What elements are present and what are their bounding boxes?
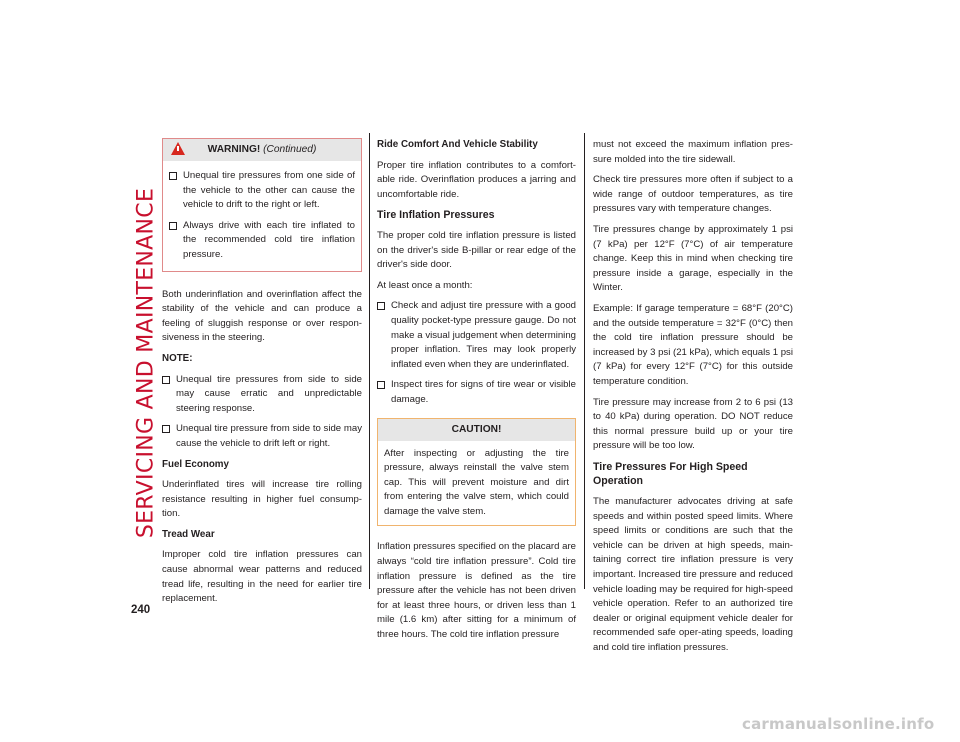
- paragraph: The proper cold tire inflation pressure is listed on the driver's side B-pillar or rear edge of the driver's side door.: [377, 229, 576, 271]
- paragraph: Both underinflation and overinflation affect the stability of the vehicle and can produce a feeling of sluggish response or over respon-siveness in the steering.: [162, 288, 362, 344]
- ride-comfort-heading: Ride Comfort And Vehicle Stability: [377, 139, 538, 150]
- warning-title: WARNING!: [207, 144, 261, 155]
- high-speed-heading: Tire Pressures For High Speed Operation: [593, 460, 748, 488]
- section-title-vertical: [131, 133, 161, 593]
- checkbox-bullet-icon: [162, 376, 170, 384]
- note-list: [162, 373, 362, 452]
- list-item: Unequal tire pressures from side to side may cause erratic and unpredictable steering response.: [162, 373, 362, 417]
- section-title: SERVICING AND MAINTENANCE: [133, 187, 159, 539]
- list-item: Check and adjust tire pressure with a good quality pocket-type pressure gauge. Do not make a visual judgement when determining proper inflation. Tires may look properly inflated even when they are underinflated.: [377, 299, 576, 372]
- note-label: NOTE:: [162, 352, 193, 364]
- paragraph: Tire pressure may increase from 2 to 6 psi (13 to 40 kPa) during operation. DO NOT reduce this normal pressure build up or your tire pressure will be too low.: [593, 396, 793, 452]
- paragraph: Improper cold tire inflation pressures can cause abnormal wear patterns and reduced tread life, resulting in the need for earlier tire replacement.: [162, 549, 362, 605]
- paragraph: Underinflated tires will increase tire rolling resistance resulting in higher fuel consump-tion.: [162, 479, 362, 520]
- column-divider: [584, 133, 585, 589]
- monthly-list: [377, 299, 576, 407]
- warning-list: [169, 169, 355, 263]
- paragraph: At least once a month:: [377, 279, 473, 291]
- warning-box: [162, 138, 362, 272]
- paragraph: Check tire pressures more often if subject to a wide range of outdoor temperatures, as tire pressures vary with temperature changes.: [593, 174, 793, 215]
- page-number: 240: [131, 604, 151, 616]
- fuel-economy-heading: Fuel Economy: [162, 458, 229, 470]
- watermark: carmanualsonline.info: [742, 715, 935, 733]
- paragraph: Example: If garage temperature = 68°F (20°C) and the outside temperature = 32°F (0°C) then the cold tire inflation pressure should be increased by 3 psi (21 kPa), which equals 1 psi (7 kPa) for every 12°F (7°C) for this outside temperature condition.: [593, 302, 793, 387]
- caution-box: [377, 418, 576, 527]
- list-item: Inspect tires for signs of tire wear or visible damage.: [377, 378, 576, 407]
- list-item: Unequal tire pressures from one side of the vehicle to the other can cause the vehicle to drift to the right or left.: [169, 169, 355, 213]
- paragraph: Proper tire inflation contributes to a comfort-able ride. Overinflation produces a jarring and uncomfortable ride.: [377, 159, 576, 200]
- column-3: [593, 138, 793, 662]
- caution-text: After inspecting or adjusting the tire pressure, always reinstall the valve stem cap. This will prevent moisture and dirt from entering the valve stem, which could damage the valve stem.: [384, 447, 569, 517]
- paragraph: must not exceed the maximum inflation pres-sure molded into the tire sidewall.: [593, 139, 793, 165]
- checkbox-bullet-icon: [162, 425, 170, 433]
- list-item: Always drive with each tire inflated to the recommended cold tire inflation pressure.: [169, 219, 355, 263]
- checkbox-bullet-icon: [377, 302, 385, 310]
- checkbox-bullet-icon: [169, 222, 177, 230]
- column-divider: [369, 133, 370, 589]
- list-item: Unequal tire pressure from side to side may cause the vehicle to drift left or right.: [162, 422, 362, 451]
- column-1: [162, 138, 362, 613]
- tire-inflation-heading: Tire Inflation Pressures: [377, 209, 495, 222]
- warning-triangle-icon: [171, 142, 185, 155]
- caution-title: CAUTION!: [378, 419, 575, 441]
- warning-title-suffix: (Continued): [263, 144, 317, 155]
- checkbox-bullet-icon: [377, 381, 385, 389]
- tread-wear-heading: Tread Wear: [162, 528, 215, 540]
- warning-header: [163, 139, 361, 161]
- paragraph: Inflation pressures specified on the placard are always “cold tire inflation pressure”. Cold tire inflation pressure is defined as the tire pressure after the vehicle has not been driven for at least three hours, or driven less than 1 mile (1.6 km) after sitting for a minimum of three hours. The cold tire inflation pressure: [377, 541, 576, 641]
- checkbox-bullet-icon: [169, 172, 177, 180]
- column-2: [377, 138, 576, 649]
- paragraph: The manufacturer advocates driving at safe speeds and within posted speed limits. Where speed limits or conditions are such that the vehicle can be driven at high speeds, main-taining correct tire inflation pressure is very important. Increased tire pressure and reduced vehicle loading may be required for high-speed vehicle operation. Refer to an authorized tire dealer or original equipment vehicle dealer for recommended safe oper-ating speeds, loading and cold tire inflation pressures.: [593, 496, 793, 653]
- paragraph: Tire pressures change by approximately 1 psi (7 kPa) per 12°F (7°C) of air temperature change. Keep this in mind when checking tire pressure inside a garage, especially in the Winter.: [593, 223, 793, 294]
